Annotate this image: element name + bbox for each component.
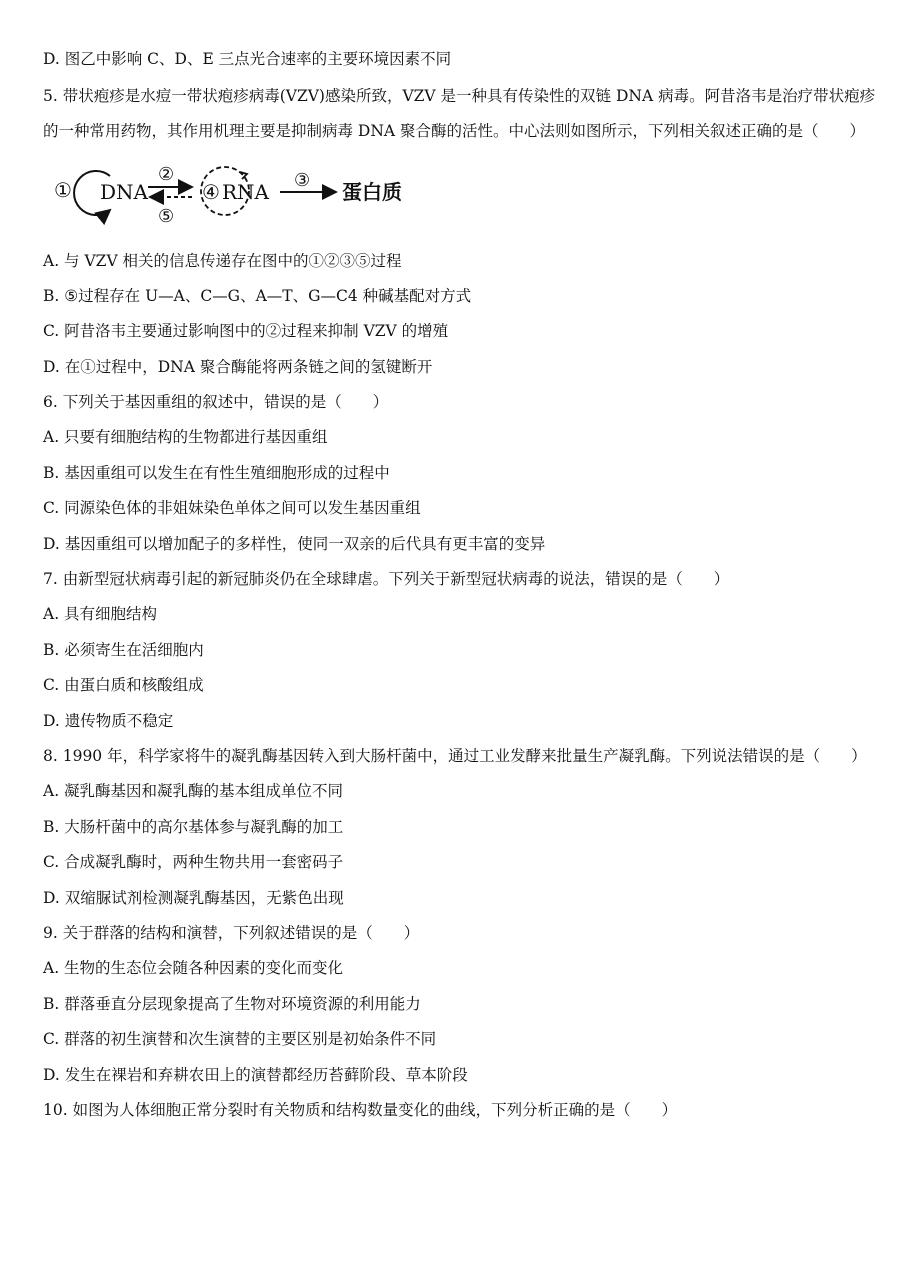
step-1-label: ① <box>54 178 72 202</box>
q5-option-b: B. ⑤过程存在 U—A、C—G、A—T、G—C4 种碱基配对方式 <box>43 287 472 305</box>
q9-option-c: C. 群落的初生演替和次生演替的主要区别是初始条件不同 <box>43 1030 437 1048</box>
q8-option-d: D. 双缩脲试剂检测凝乳酶基因，无紫色出现 <box>43 889 344 907</box>
question-7-stem: 7. 由新型冠状病毒引起的新冠肺炎仍在全球肆虐。下列关于新型冠状病毒的说法，错误的是（ ） <box>43 570 730 588</box>
step-4-label: ④ <box>202 180 220 204</box>
question-8-stem: 8. 1990 年，科学家将牛的凝乳酶基因转入到大肠杆菌中，通过工业发酵来批量生产凝乳酶。下列说法错误的是（ ） <box>43 747 867 765</box>
q8-option-c: C. 合成凝乳酶时，两种生物共用一套密码子 <box>43 853 344 871</box>
step-5-label: ⑤ <box>158 206 175 227</box>
q7-option-c: C. 由蛋白质和核酸组成 <box>43 676 204 694</box>
step-3-label: ③ <box>294 170 311 191</box>
q7-option-d: D. 遗传物质不稳定 <box>43 712 174 730</box>
q9-option-b: B. 群落垂直分层现象提高了生物对环境资源的利用能力 <box>43 995 421 1013</box>
q8-option-b: B. 大肠杆菌中的高尔基体参与凝乳酶的加工 <box>43 818 344 836</box>
q5-option-c: C. 阿昔洛韦主要通过影响图中的②过程来抑制 VZV 的增殖 <box>43 322 449 340</box>
question-6-stem: 6. 下列关于基因重组的叙述中，错误的是（ ） <box>43 393 389 411</box>
q7-option-a: A. 具有细胞结构 <box>43 605 158 623</box>
q5-option-a: A. 与 VZV 相关的信息传递存在图中的①②③⑤过程 <box>43 252 402 270</box>
q7-option-b: B. 必须寄生在活细胞内 <box>43 641 204 659</box>
q6-option-a: A. 只要有细胞结构的生物都进行基因重组 <box>43 428 328 446</box>
central-dogma-diagram <box>50 160 430 230</box>
step-2-label: ② <box>158 164 175 185</box>
question-5-stem-line2: 的一种常用药物，其作用机理主要是抑制病毒 DNA 聚合酶的活性。中心法则如图所示，下列相关叙述正确的是（ ） <box>43 122 866 140</box>
q9-option-a: A. 生物的生态位会随各种因素的变化而变化 <box>43 959 344 977</box>
question-10-stem: 10. 如图为人体细胞正常分裂时有关物质和结构数量变化的曲线，下列分析正确的是（ ） <box>43 1101 678 1119</box>
q6-option-d: D. 基因重组可以增加配子的多样性，使同一双亲的后代具有更丰富的变异 <box>43 535 546 553</box>
q6-option-c: C. 同源染色体的非姐妹染色单体之间可以发生基因重组 <box>43 499 421 517</box>
question-5-stem-line1: 5. 带状疱疹是水痘一带状疱疹病毒(VZV)感染所致，VZV 是一种具有传染性的双链 DNA 病毒。阿昔洛韦是治疗带状疱疹 <box>43 87 876 105</box>
option-d-q4: D. 图乙中影响 C、D、E 三点光合速率的主要环境因素不同 <box>43 50 452 68</box>
question-9-stem: 9. 关于群落的结构和演替，下列叙述错误的是（ ） <box>43 924 420 942</box>
rna-label: RNA <box>222 180 270 204</box>
q5-option-d: D. 在①过程中，DNA 聚合酶能将两条链之间的氢键断开 <box>43 358 433 376</box>
dna-label: DNA <box>100 180 148 204</box>
q8-option-a: A. 凝乳酶基因和凝乳酶的基本组成单位不同 <box>43 782 344 800</box>
protein-label: 蛋白质 <box>342 180 402 204</box>
q9-option-d: D. 发生在裸岩和弃耕农田上的演替都经历苔藓阶段、草本阶段 <box>43 1066 468 1084</box>
q6-option-b: B. 基因重组可以发生在有性生殖细胞形成的过程中 <box>43 464 390 482</box>
